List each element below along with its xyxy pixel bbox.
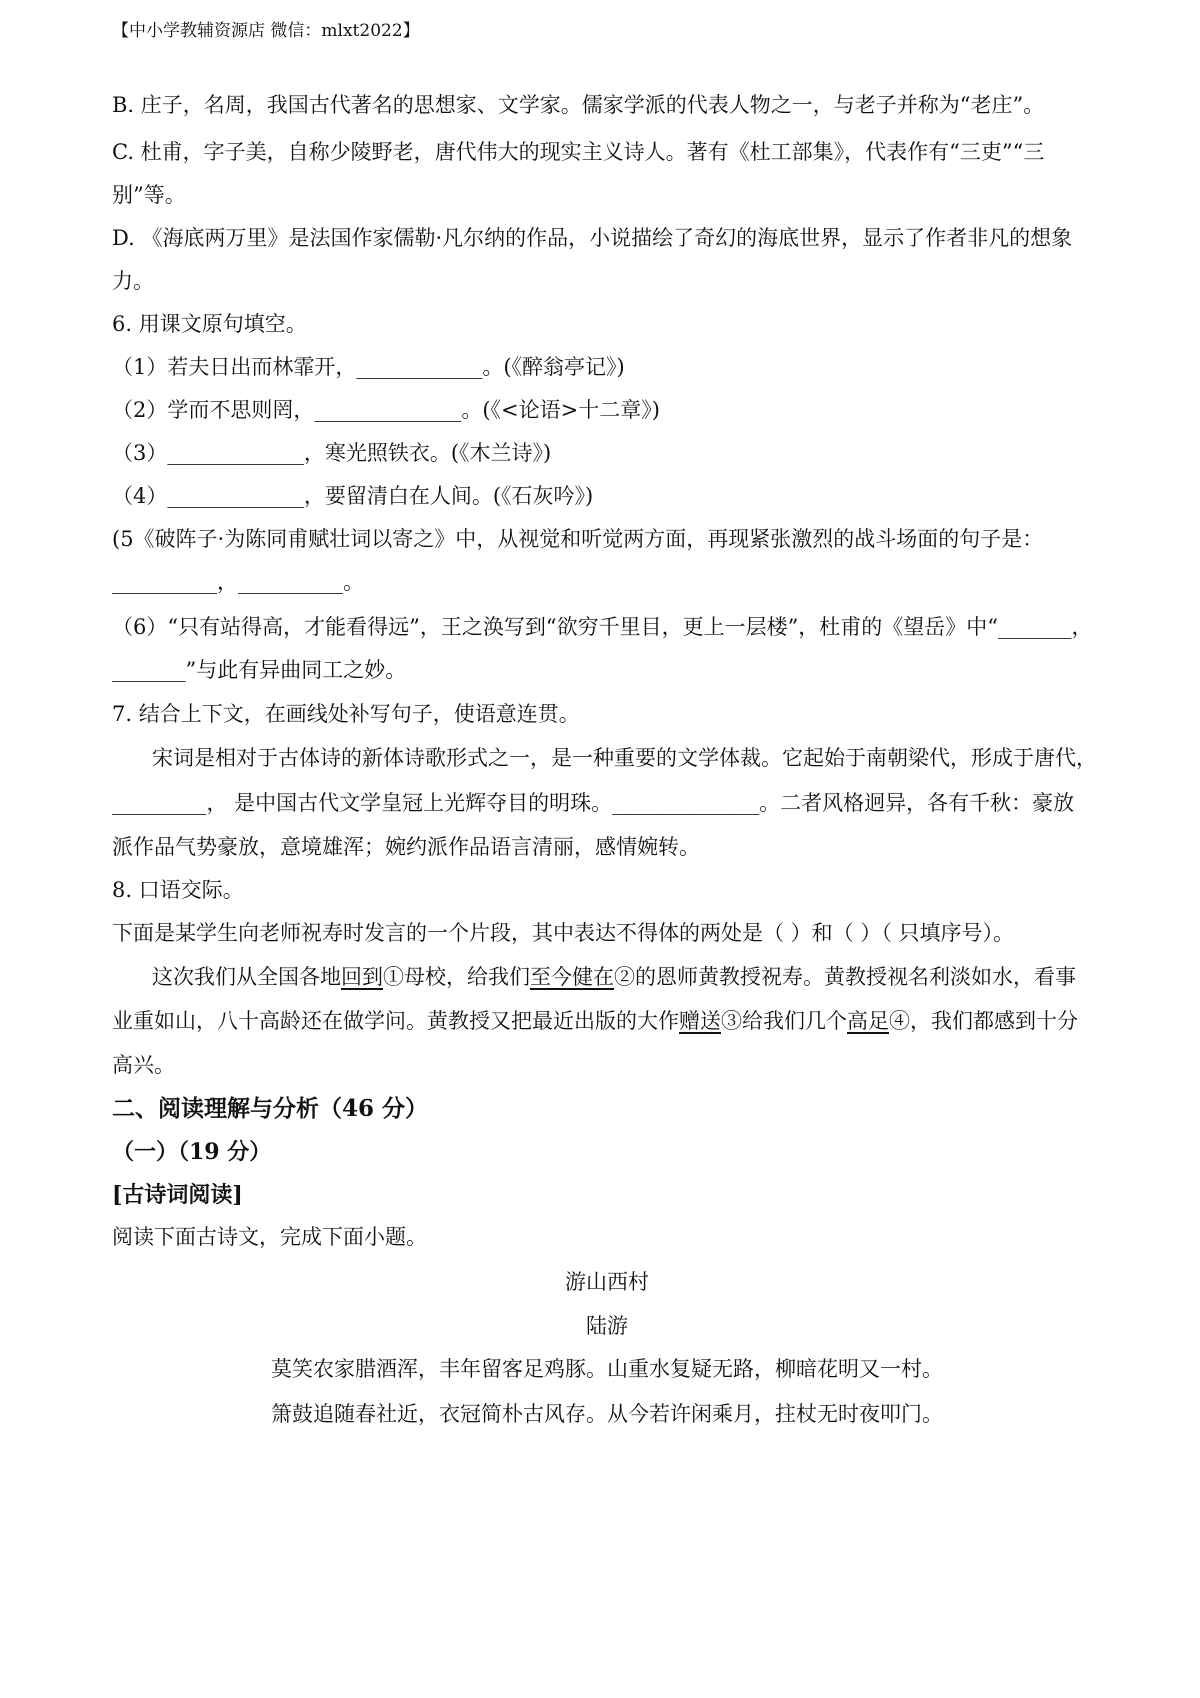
q6-item5-line1: (5《破阵子·为陈同甫赋壮词以寄之》中，从视觉和听觉两方面，再现紧张激烈的战斗场面的句子是：	[112, 527, 1044, 551]
reading-instruction: 阅读下面古诗文，完成下面小题。	[112, 1225, 427, 1249]
underlined-phrase: 至今健在	[530, 965, 614, 989]
option-d-line2: 力。	[112, 269, 154, 293]
option-b: B. 庄子，名周，我国古代著名的思想家、文学家。儒家学派的代表人物之一，与老子并称为“老庄”。	[112, 93, 1045, 117]
poem-line2: 箫鼓追随春社近，衣冠简朴古风存。从今若许闲乘月，拄杖无时夜叩门。	[271, 1402, 943, 1426]
q8-paragraph-line3: 高兴。	[112, 1053, 175, 1077]
underlined-phrase: 赠送	[679, 1009, 721, 1033]
q6-item6-line1: （6）“只有站得高，才能看得远”，王之涣写到“欲穷千里目，更上一层楼”，杜甫的《望岳》中“_______，	[112, 615, 1093, 639]
q6-item5-line2: __________，__________。	[112, 570, 364, 594]
q6-item2: （2）学而不思则罔，______________。(《<论语>十二章》)	[112, 398, 660, 422]
poem-author: 陆游	[586, 1314, 628, 1338]
poem-title: 游山西村	[565, 1270, 649, 1294]
option-c-line1: C. 杜甫，字子美，自称少陵野老，唐代伟大的现实主义诗人。著有《杜工部集》，代表作有“三吏”“三	[112, 140, 1045, 164]
circled-number: ②	[614, 965, 635, 989]
q8-paragraph-line2	[112, 1006, 1102, 1036]
q8-prompt: 下面是某学生向老师祝寿时发言的一个片段，其中表达不得体的两处是（ ）和（ ）（ 只填序号）。	[112, 921, 1015, 945]
poem-line1: 莫笑农家腊酒浑，丰年留客足鸡豚。山重水复疑无路，柳暗花明又一村。	[271, 1357, 943, 1381]
circled-number: ①	[383, 965, 404, 989]
q8-paragraph-line1	[152, 962, 1102, 992]
section-label: [古诗词阅读]	[112, 1182, 243, 1208]
q8-text: 这次我们从全国各地	[152, 965, 341, 989]
option-c-line2: 别”等。	[112, 183, 186, 207]
q6-item6-line2: _______”与此有异曲同工之妙。	[112, 658, 407, 682]
option-d-line1: D. 《海底两万里》是法国作家儒勒·凡尔纳的作品，小说描绘了奇幻的海底世界，显示了作者非凡的想象	[112, 226, 1073, 250]
q6-item1: （1）若夫日出而林霏开，____________。(《醉翁亭记》)	[112, 355, 625, 379]
subsection-heading: （一）（19 分）	[112, 1139, 272, 1165]
q6-title: 6. 用课文原句填空。	[112, 312, 307, 336]
circled-number: ④	[889, 1009, 910, 1033]
q7-title: 7. 结合上下文，在画线处补写句子，使语意连贯。	[112, 702, 580, 726]
q8-title: 8. 口语交际。	[112, 878, 244, 902]
section-heading: 二、阅读理解与分析（46 分）	[112, 1095, 429, 1122]
q8-text: 母校，给我们	[404, 965, 530, 989]
underlined-phrase: 高足	[847, 1009, 889, 1033]
q8-text: 给我们几个	[742, 1009, 847, 1033]
q6-item4: （4）_____________，要留清白在人间。(《石灰吟》)	[112, 484, 594, 508]
header-watermark: 【中小学教辅资源店 微信：mlxt2022】	[112, 21, 420, 41]
q8-text: ，我们都感到十分	[910, 1009, 1078, 1033]
q7-para-line3: 派作品气势豪放，意境雄浑；婉约派作品语言清丽，感情婉转。	[112, 835, 700, 859]
q6-item3: （3）_____________，寒光照铁衣。(《木兰诗》)	[112, 441, 552, 465]
q8-text: 业重如山，八十高龄还在做学问。黄教授又把最近出版的大作	[112, 1009, 679, 1033]
circled-number: ③	[721, 1009, 742, 1033]
q8-text: 的恩师黄教授祝寿。黄教授视名利淡如水，看事	[635, 965, 1076, 989]
q7-para-line2: _________， 是中国古代文学皇冠上光辉夺目的明珠。______________。二者风格迥异，各有千秋：豪放	[112, 791, 1075, 815]
q7-para-line1: 宋词是相对于古体诗的新体诗歌形式之一，是一种重要的文学体裁。它起始于南朝梁代，形成于唐代，	[152, 746, 1097, 770]
underlined-phrase: 回到	[341, 965, 383, 989]
